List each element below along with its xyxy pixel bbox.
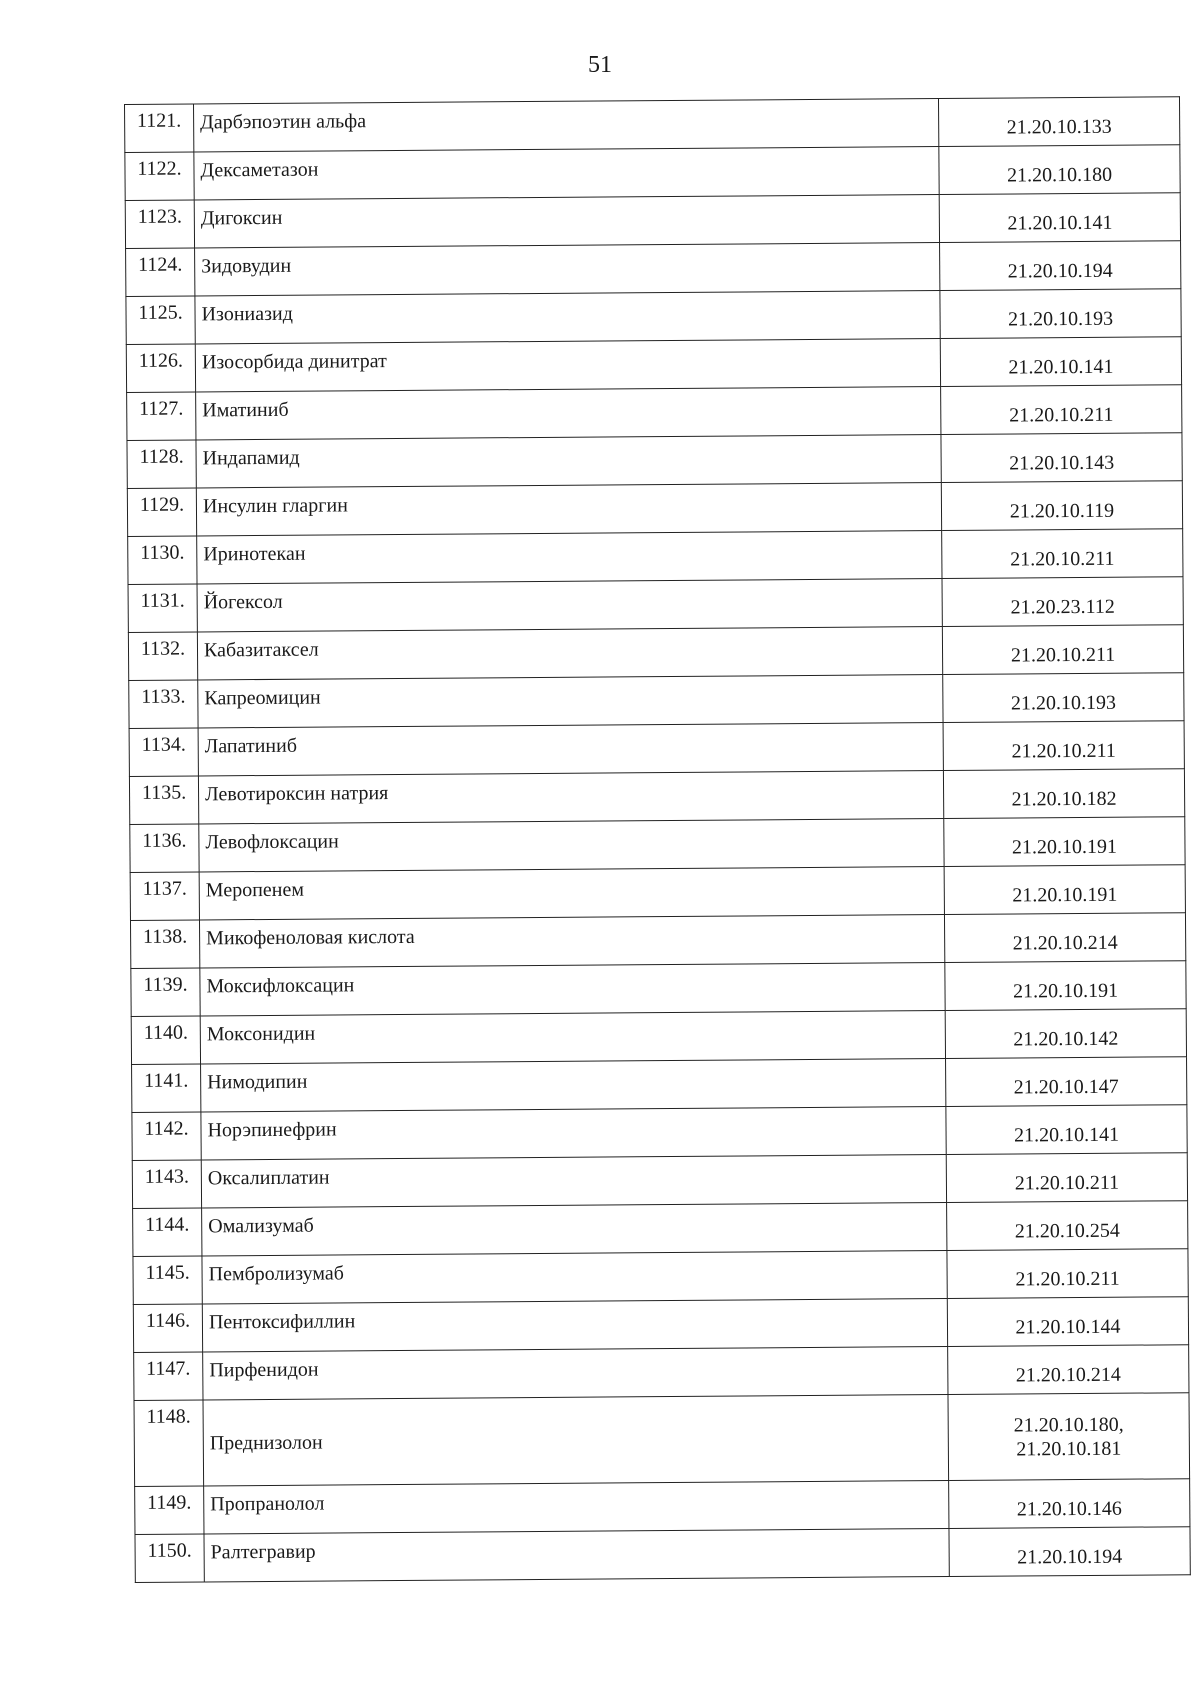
- okpd-code: 21.20.10.181: [1016, 1437, 1122, 1460]
- row-number: 1132.: [128, 632, 197, 681]
- row-number: 1136.: [130, 824, 199, 873]
- okpd-code-cell: [946, 1057, 1187, 1107]
- drug-name: Ралтегравир: [204, 1528, 949, 1581]
- page-number: 51: [588, 52, 612, 78]
- okpd-code-cell: [942, 529, 1183, 579]
- row-number: 1131.: [128, 584, 197, 633]
- table-row: [126, 337, 1181, 393]
- drug-name: Преднизолон: [203, 1394, 949, 1485]
- okpd-code: 21.20.10.211: [1014, 1171, 1120, 1195]
- row-number: 1121.: [125, 104, 194, 153]
- row-number: 1126.: [126, 344, 195, 393]
- drug-name: Изониазид: [195, 291, 940, 344]
- okpd-code: 21.20.10.211: [1015, 1267, 1120, 1291]
- okpd-code: 21.20.10.146: [1016, 1497, 1122, 1521]
- drug-table: [124, 96, 1191, 1583]
- okpd-code: 21.20.10.211: [1010, 643, 1116, 667]
- drug-name: Кабазитаксел: [197, 627, 942, 680]
- okpd-code: 21.20.10.214: [1015, 1363, 1121, 1387]
- okpd-code: 21.20.10.194: [1007, 259, 1113, 283]
- drug-name: Пирфенидон: [203, 1346, 948, 1399]
- drug-name: Зидовудин: [195, 243, 940, 296]
- table-row: [130, 913, 1185, 969]
- row-number: 1123.: [125, 200, 194, 249]
- row-number: 1143.: [132, 1160, 201, 1209]
- drug-name: Инсулин гларгин: [196, 483, 941, 536]
- drug-name: Пембролизумаб: [202, 1250, 947, 1303]
- okpd-code: 21.20.10.191: [1012, 979, 1119, 1003]
- okpd-code: 21.20.10.144: [1015, 1315, 1121, 1339]
- drug-name: Дигоксин: [194, 195, 939, 248]
- drug-name: Меропенем: [199, 867, 944, 920]
- okpd-code-cell: [938, 97, 1179, 147]
- table-row: [125, 145, 1180, 201]
- okpd-code-cell: [949, 1479, 1190, 1529]
- row-number: 1141.: [132, 1064, 201, 1113]
- row-number: 1147.: [134, 1352, 203, 1401]
- table-row: [132, 1105, 1187, 1161]
- drug-name: Моксонидин: [200, 1011, 945, 1064]
- drug-name: Оксалиплатин: [201, 1155, 946, 1208]
- row-number: 1142.: [132, 1112, 201, 1161]
- okpd-code-cell: [942, 625, 1183, 675]
- table-row: [135, 1527, 1190, 1583]
- row-number: 1122.: [125, 152, 194, 201]
- row-number: 1130.: [128, 536, 197, 585]
- drug-name: Пентоксифиллин: [202, 1298, 947, 1351]
- drug-name: Пропранолол: [204, 1480, 949, 1533]
- okpd-code: 21.20.10.141: [1008, 355, 1114, 379]
- table-row: [128, 577, 1183, 633]
- row-number: 1145.: [133, 1256, 202, 1305]
- table-row: [126, 241, 1181, 297]
- drug-table-body: [125, 97, 1191, 1583]
- drug-name: Йогексол: [197, 579, 942, 632]
- row-number: 1127.: [127, 392, 196, 441]
- table-row: [125, 97, 1180, 153]
- okpd-code-cell: [947, 1249, 1188, 1299]
- okpd-code-cell: [944, 865, 1185, 915]
- drug-name: Лапатиниб: [198, 723, 943, 776]
- row-number: 1139.: [131, 968, 200, 1017]
- row-number: 1149.: [135, 1486, 204, 1535]
- okpd-code-cell: [940, 337, 1181, 387]
- okpd-code: 21.20.10.147: [1013, 1075, 1119, 1099]
- okpd-code-cell: [948, 1393, 1190, 1481]
- okpd-code: 21.20.10.211: [1010, 547, 1115, 571]
- drug-name: Левофлоксацин: [199, 819, 944, 872]
- drug-name: Омализумаб: [202, 1202, 947, 1255]
- okpd-code: 21.20.10.214: [1012, 931, 1118, 955]
- row-number: 1140.: [131, 1016, 200, 1065]
- drug-name: Изосорбида динитрат: [195, 339, 940, 392]
- okpd-code-cell: [947, 1297, 1188, 1347]
- table-row: [127, 433, 1182, 489]
- table-row: [132, 1057, 1187, 1113]
- row-number: 1138.: [130, 920, 199, 969]
- row-number: 1148.: [134, 1400, 204, 1487]
- okpd-code-cell: [949, 1527, 1190, 1577]
- okpd-code-cell: [940, 289, 1181, 339]
- okpd-code: 21.20.10.193: [1008, 307, 1114, 331]
- drug-name: Дексаметазон: [194, 147, 939, 200]
- okpd-code: 21.20.10.142: [1013, 1027, 1119, 1051]
- okpd-code: 21.20.10.191: [1012, 883, 1118, 907]
- okpd-code: 21.20.10.141: [1014, 1123, 1120, 1147]
- okpd-code: 21.20.10.119: [1009, 499, 1115, 523]
- table-row: [129, 769, 1184, 825]
- row-number: 1133.: [129, 680, 198, 729]
- okpd-code-cell: [943, 769, 1184, 819]
- okpd-code-cell: [941, 385, 1182, 435]
- row-number: 1150.: [135, 1534, 204, 1583]
- okpd-code-cell: [942, 577, 1183, 627]
- table-row: [133, 1249, 1188, 1305]
- table-row: [125, 193, 1180, 249]
- drug-name: Дарбэпоэтин альфа: [194, 99, 939, 152]
- okpd-code-cell: [946, 1105, 1187, 1155]
- drug-name: Нимодипин: [201, 1059, 946, 1112]
- table-row: [127, 481, 1182, 537]
- table-row: [134, 1393, 1190, 1487]
- row-number: 1135.: [129, 776, 198, 825]
- okpd-code-cell: [941, 433, 1182, 483]
- okpd-code: 21.20.10.211: [1009, 403, 1114, 427]
- okpd-code: 21.20.10.180,: [1013, 1413, 1124, 1437]
- table-row: [127, 385, 1182, 441]
- table-row: [131, 961, 1186, 1017]
- okpd-code: 21.20.10.180: [1006, 163, 1113, 187]
- table-row: [133, 1201, 1188, 1257]
- okpd-code: 21.20.10.191: [1011, 835, 1118, 859]
- drug-name: Индапамид: [196, 435, 941, 488]
- okpd-code: 21.20.10.211: [1011, 739, 1116, 763]
- okpd-code-cell: [944, 913, 1185, 963]
- okpd-code: 21.20.10.143: [1009, 451, 1115, 475]
- okpd-code: 21.20.23.112: [1010, 595, 1115, 619]
- okpd-code-cell: [946, 1153, 1187, 1203]
- okpd-code: 21.20.10.194: [1017, 1545, 1123, 1569]
- table-row: [133, 1297, 1188, 1353]
- table-row: [131, 1009, 1186, 1065]
- okpd-code: 21.20.10.133: [1006, 115, 1112, 139]
- okpd-code-cell: [939, 145, 1180, 195]
- row-number: 1146.: [133, 1304, 202, 1353]
- table-row: [135, 1479, 1190, 1535]
- row-number: 1144.: [133, 1208, 202, 1257]
- okpd-code-cell: [948, 1345, 1189, 1395]
- okpd-code-cell: [943, 721, 1184, 771]
- okpd-code-cell: [945, 1009, 1186, 1059]
- okpd-code-cell: [941, 481, 1182, 531]
- row-number: 1128.: [127, 440, 196, 489]
- row-number: 1125.: [126, 296, 195, 345]
- drug-name: Капреомицин: [198, 675, 943, 728]
- table-row: [132, 1153, 1187, 1209]
- table-row: [128, 625, 1183, 681]
- okpd-code-cell: [947, 1201, 1188, 1251]
- drug-name: Микофеноловая кислота: [199, 915, 944, 968]
- row-number: 1134.: [129, 728, 198, 777]
- okpd-code: 21.20.10.254: [1014, 1219, 1120, 1243]
- table-row: [128, 529, 1183, 585]
- drug-name: Левотироксин натрия: [198, 771, 943, 824]
- table-row: [126, 289, 1181, 345]
- row-number: 1124.: [126, 248, 195, 297]
- table-row: [129, 721, 1184, 777]
- okpd-code: 21.20.10.141: [1007, 211, 1113, 235]
- table-row: [129, 673, 1184, 729]
- row-number: 1137.: [130, 872, 199, 921]
- drug-name: Иринотекан: [197, 531, 942, 584]
- table-row: [134, 1345, 1189, 1401]
- okpd-code-cell: [945, 961, 1186, 1011]
- table-row: [130, 817, 1185, 873]
- drug-name: Норэпинефрин: [201, 1107, 946, 1160]
- drug-name: Моксифлоксацин: [200, 963, 945, 1016]
- okpd-code: 21.20.10.193: [1010, 691, 1116, 715]
- row-number: 1129.: [127, 488, 196, 537]
- okpd-code-cell: [939, 193, 1180, 243]
- okpd-code: 21.20.10.182: [1011, 787, 1117, 811]
- table-row: [130, 865, 1185, 921]
- okpd-code-cell: [943, 673, 1184, 723]
- drug-name: Иматиниб: [196, 387, 941, 440]
- okpd-code-cell: [944, 817, 1185, 867]
- okpd-code-cell: [940, 241, 1181, 291]
